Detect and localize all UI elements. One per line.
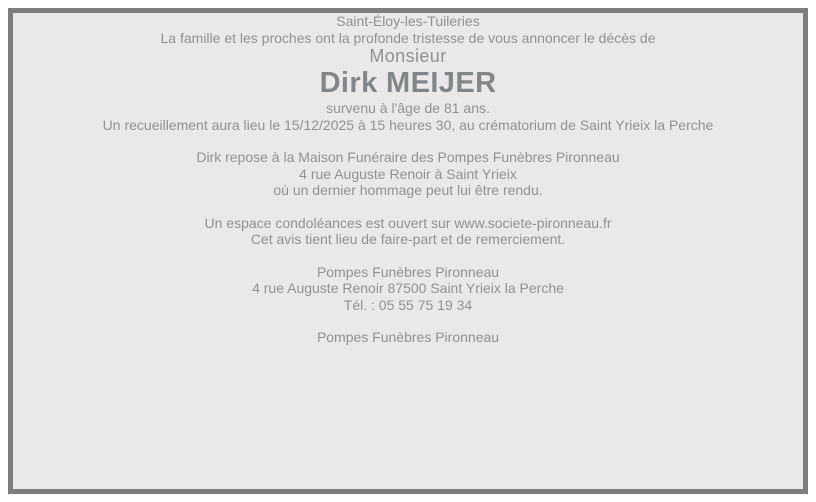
- farewell-note-line: Cet avis tient lieu de faire-part et de remerciement.: [250, 231, 566, 247]
- civility-heading: Monsieur: [369, 46, 447, 66]
- repose-block: [31, 149, 785, 199]
- ceremony-line: Un recueillement aura lieu le 15/12/2025 à 15 heures 30, au crématorium de Saint Yrieix la Perche: [102, 116, 714, 133]
- repose-line-1: Dirk repose à la Maison Funéraire des Pompes Funèbres Pironneau: [196, 149, 620, 165]
- death-notice-panel: [8, 8, 808, 494]
- deceased-name-heading: Dirk MEIJER: [319, 67, 497, 99]
- funeral-home-name: Pompes Funèbres Pironneau: [316, 263, 500, 280]
- location-line: Saint-Éloy-les-Tuileries: [336, 13, 480, 29]
- funeral-home-phone: Tél. : 05 55 75 19 34: [343, 296, 473, 313]
- repose-line-2: 4 rue Auguste Renoir à Saint Yrieix: [299, 165, 517, 182]
- funeral-home-block: [31, 264, 785, 314]
- funeral-home-address: 4 rue Auguste Renoir 87500 Saint Yrieix la Perche: [252, 280, 564, 296]
- announcement-line: La famille et les proches ont la profonde tristesse de vous annoncer le décès de: [160, 29, 656, 46]
- repose-line-3: où un dernier hommage peut lui être rendu.: [273, 182, 543, 198]
- condolences-line: Un espace condoléances est ouvert sur www.societe-pironneau.fr: [204, 214, 612, 231]
- signature-line: Pompes Funèbres Pironneau: [316, 329, 500, 345]
- age-line: survenu à l'âge de 81 ans.: [326, 100, 490, 116]
